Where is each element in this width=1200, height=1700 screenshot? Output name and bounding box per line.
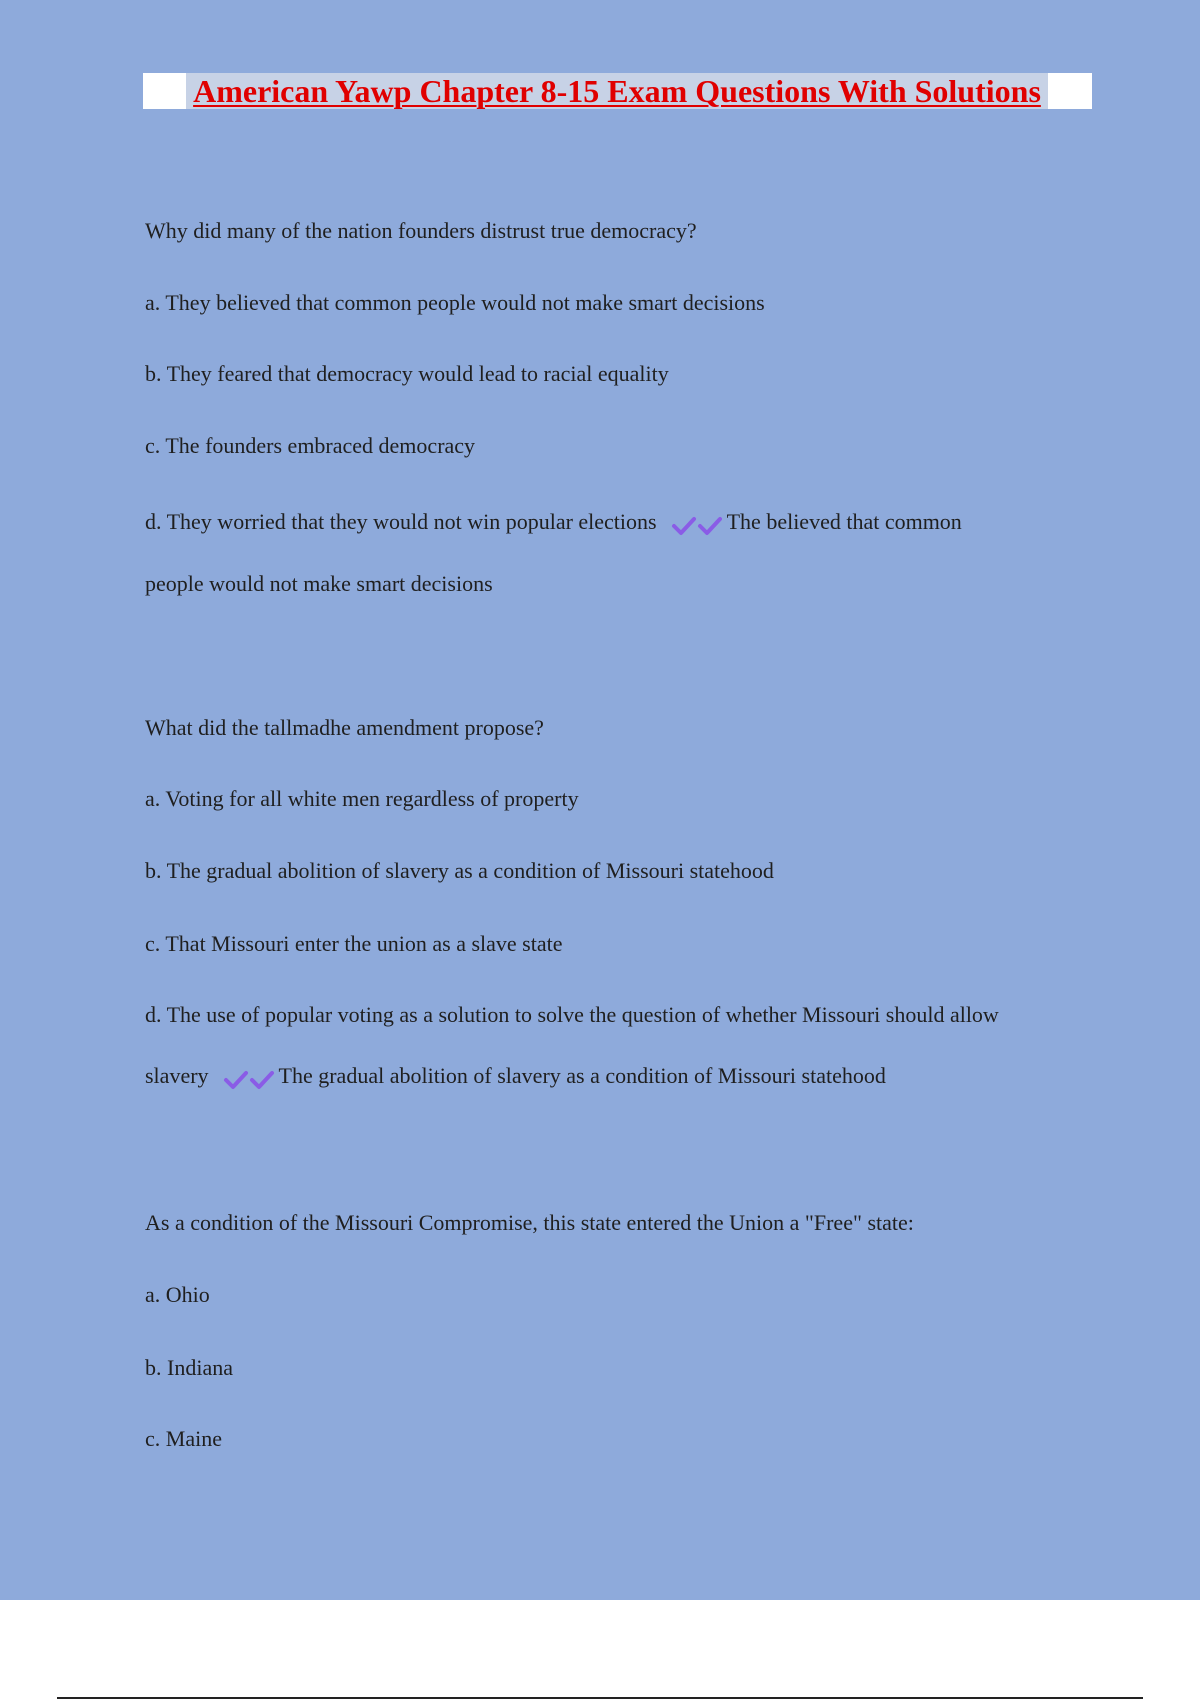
answer-checkmarks bbox=[671, 510, 723, 538]
question-1-option-d-row bbox=[145, 508, 962, 538]
question-2-option-c: c. That Missouri enter the union as a slave state bbox=[145, 931, 563, 956]
question-1-text: Why did many of the nation founders distrust true democracy? bbox=[145, 218, 697, 243]
check-icon bbox=[697, 515, 723, 537]
question-1-option-a: a. They believed that common people would not make smart decisions bbox=[145, 290, 765, 315]
question-2-option-b: b. The gradual abolition of slavery as a condition of Missouri statehood bbox=[145, 858, 774, 883]
check-icon bbox=[671, 515, 697, 537]
question-1-answer-part2: people would not make smart decisions bbox=[145, 571, 493, 596]
question-1-option-c: c. The founders embraced democracy bbox=[145, 433, 476, 458]
check-icon bbox=[249, 1069, 275, 1091]
check-icon bbox=[223, 1069, 249, 1091]
question-2-option-d: d. The use of popular voting as a solution to solve the question of whether Missouri should allow bbox=[145, 1002, 999, 1027]
question-2-option-d-row bbox=[145, 1062, 886, 1092]
answer-checkmarks bbox=[223, 1064, 275, 1092]
question-2-answer: The gradual abolition of slavery as a condition of Missouri statehood bbox=[278, 1063, 886, 1088]
question-1-answer-part1: The believed that common bbox=[726, 509, 962, 534]
question-2-option-d-cont: slavery bbox=[145, 1063, 209, 1088]
question-1-option-d: d. They worried that they would not win popular elections bbox=[145, 509, 657, 534]
question-1-option-b: b. They feared that democracy would lead to racial equality bbox=[145, 361, 669, 386]
question-2-option-a: a. Voting for all white men regardless of property bbox=[145, 786, 579, 811]
document-title: American Yawp Chapter 8-15 Exam Questions With Solutions bbox=[186, 73, 1048, 109]
question-3-option-c: c. Maine bbox=[145, 1426, 222, 1451]
question-3-text: As a condition of the Missouri Compromise, this state entered the Union a "Free" state: bbox=[145, 1210, 914, 1235]
question-3-option-b: b. Indiana bbox=[145, 1355, 233, 1380]
footer-rule bbox=[57, 1697, 1143, 1699]
question-2-text: What did the tallmadhe amendment propose? bbox=[145, 715, 544, 740]
question-3-option-a: a. Ohio bbox=[145, 1282, 210, 1307]
